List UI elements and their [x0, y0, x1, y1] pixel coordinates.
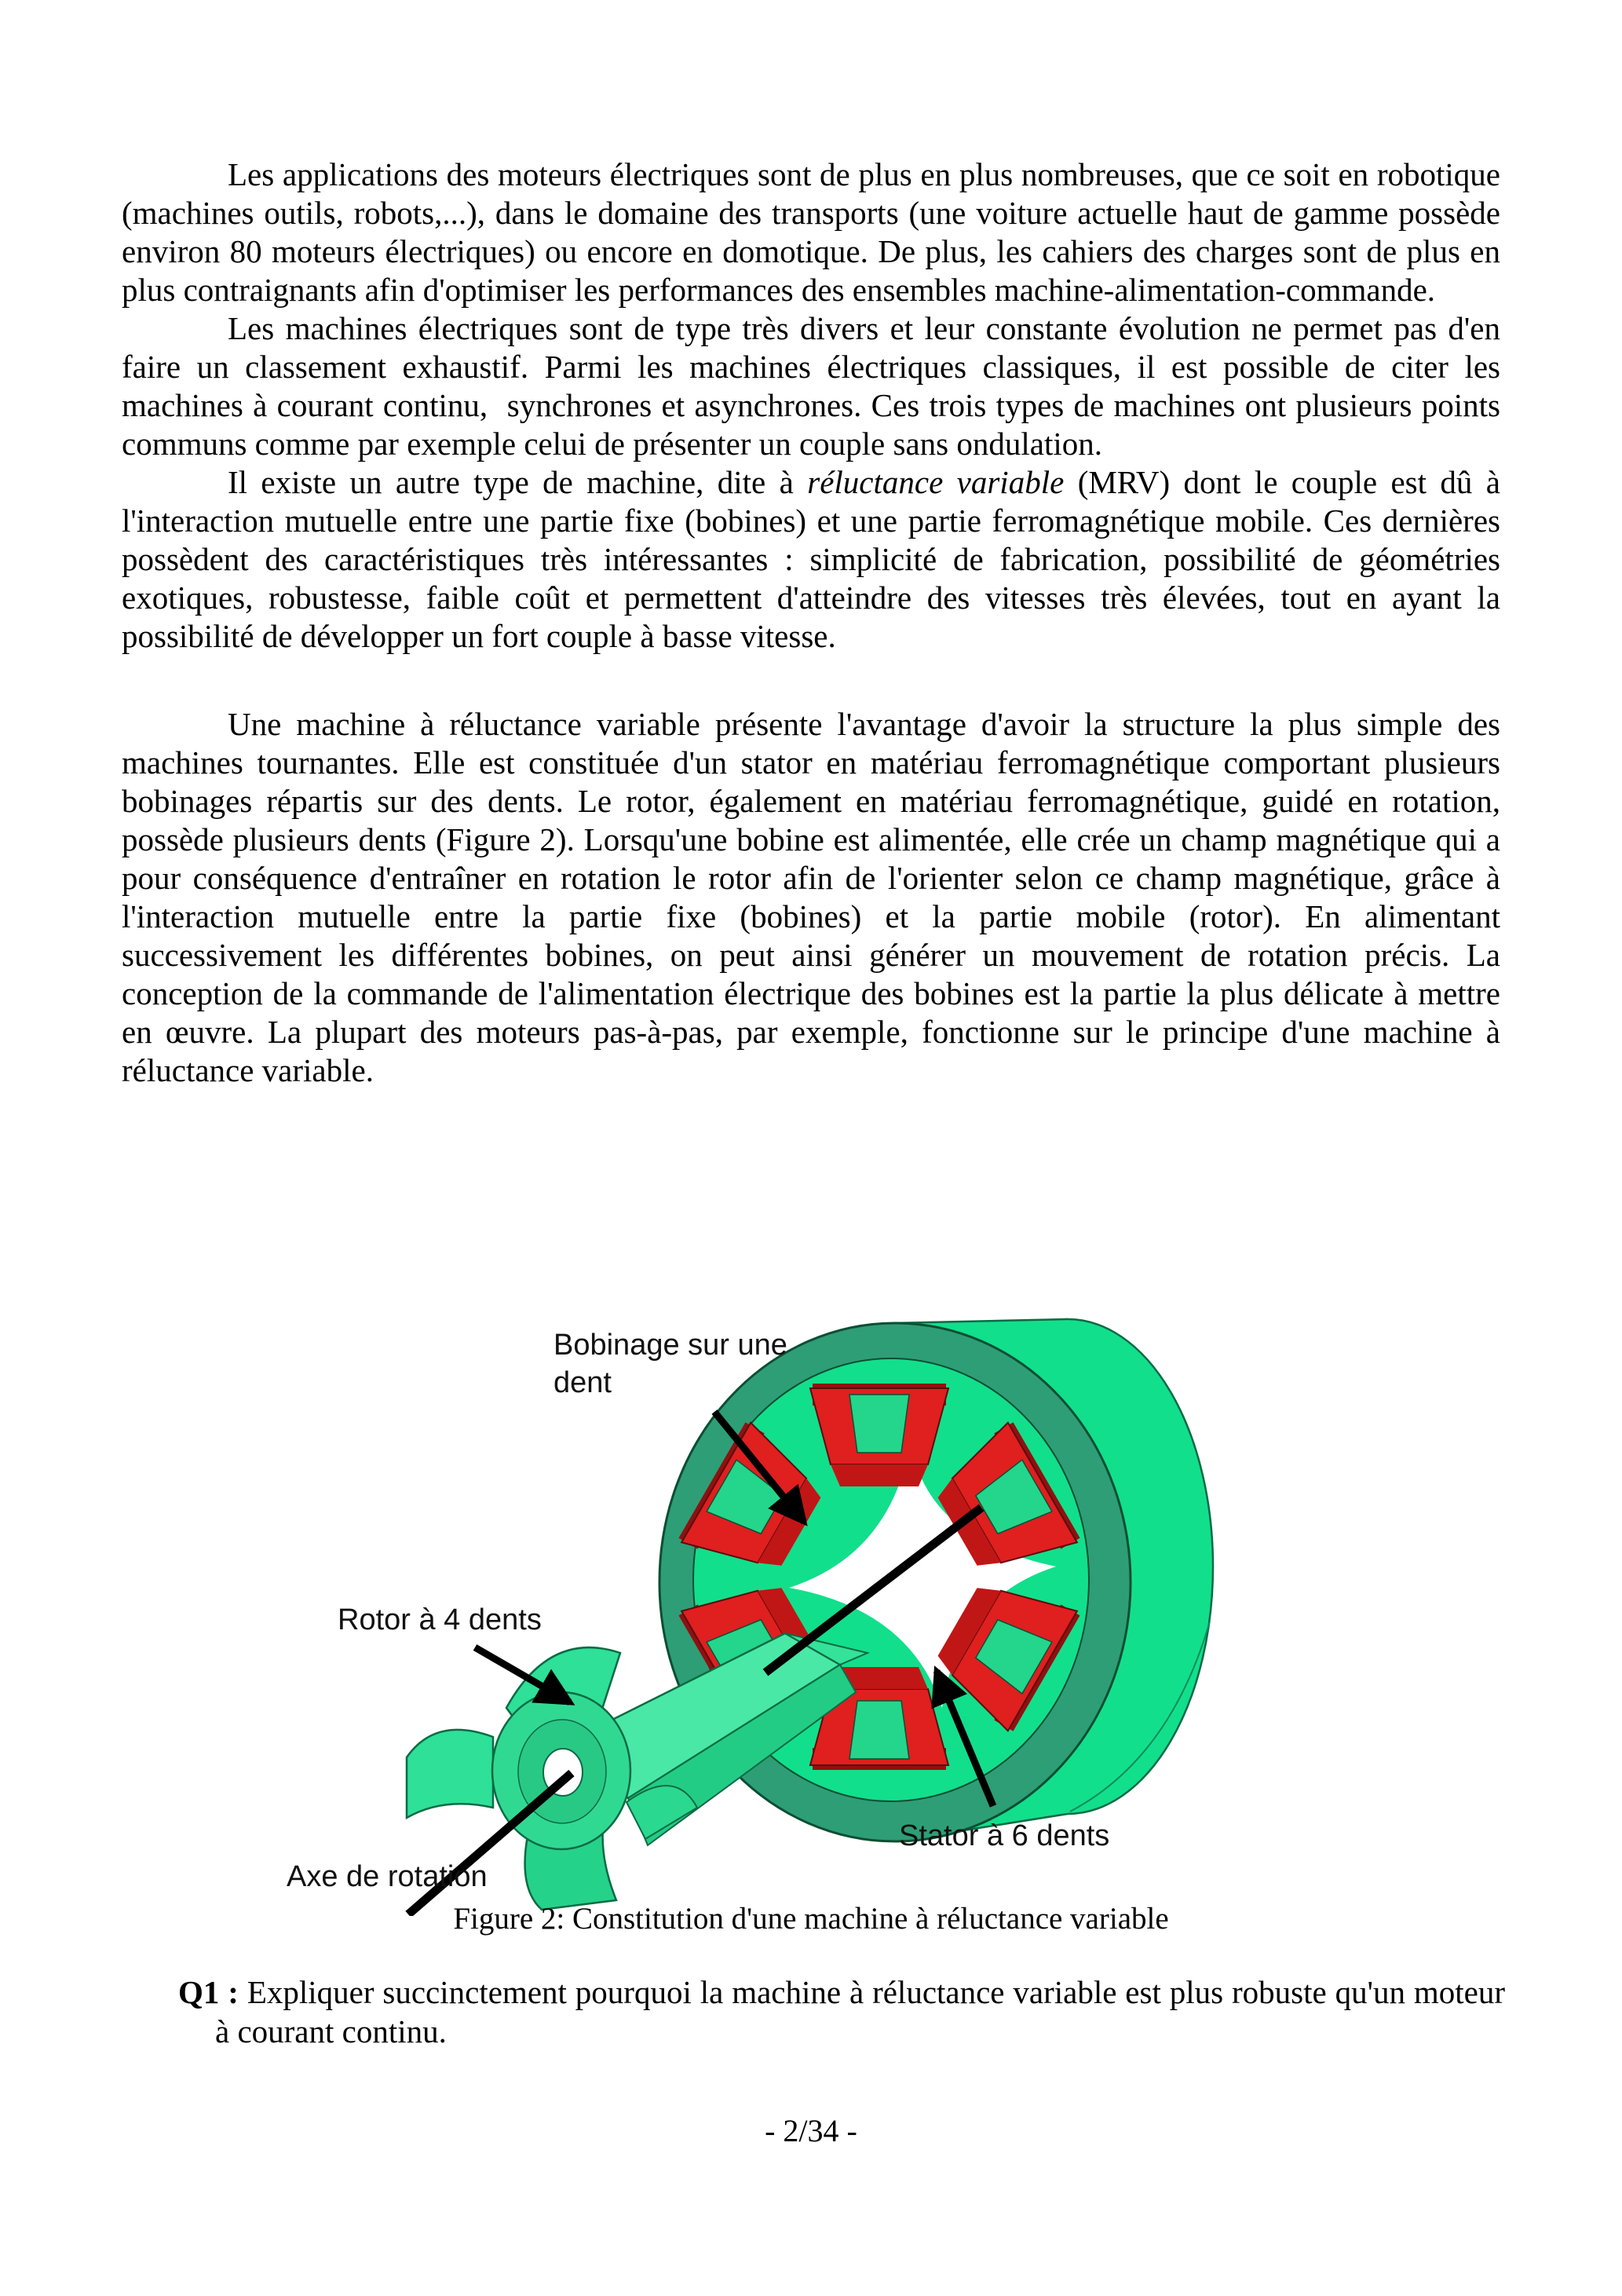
paragraph-text: (MRV) dont le couple est dû à l'interaction mutuelle entre une partie fixe (bobines) et une partie ferromagnétique mobile. Ces dernières possèdent des caractéristiques très intéressantes : simplicité de fabrication, possibilité de géométries exotiques, robustesse, faible coût et permettent d'atteindre des vitesses très élevées, tout en ayant la possibilité de développer un fort couple à basse vitesse.	[122, 464, 1500, 654]
page-number: - 2/34 -	[765, 2113, 857, 2148]
label-bobinage-line2: dent	[553, 1366, 612, 1399]
question-q1	[122, 1972, 1505, 2051]
paragraph-text: Une machine à réluctance variable présente l'avantage d'avoir la structure la plus simple des machines tournantes. Elle est constituée d'un stator en matériau ferromagnétique comportant plusieurs bobinages répartis sur des dents. Le rotor, également en matériau ferromagnétique, guidé en rotation, possède plusieurs dents (Figure 2). Lorsqu'une bobine est alimentée, elle crée un champ magnétique qui a pour conséquence d'entraîner en rotation le rotor afin de l'orienter selon ce champ magnétique, grâce à l'interaction mutuelle entre la partie fixe (bobines) et la partie mobile (rotor). En alimentant successivement les différentes bobines, on peut ainsi générer un mouvement de rotation précis. La conception de la commande de l'alimentation électrique des bobines est la partie la plus délicate à mettre en œuvre. La plupart des moteurs pas-à-pas, par exemple, fonctionne sur le principe d'une machine à réluctance variable.	[122, 706, 1500, 1088]
question-label: Q1 :	[178, 1974, 239, 2010]
italic-reluctance-variable: réluctance variable	[807, 464, 1065, 500]
rotor-tooth	[407, 1730, 493, 1818]
machine-3d-illustration	[283, 1296, 1225, 1916]
label-rotor: Rotor à 4 dents	[338, 1603, 542, 1636]
paragraph-classement	[122, 309, 1500, 463]
label-bobinage-line1: Bobinage sur une	[553, 1329, 787, 1362]
paragraph-mrv	[122, 463, 1500, 656]
label-stator: Stator à 6 dents	[899, 1819, 1110, 1852]
paragraph-text: Il existe un autre type de machine, dite à	[228, 464, 808, 500]
paragraph-text: Les machines électriques sont de type très divers et leur constante évolution ne permet pas d'en faire un classement exhaustif. Parmi les machines électriques classiques, il est possible de citer les machines à courant continu, synchrones et asynchrones. Ces trois types de machines ont plusieurs points communs comme par exemple celui de présenter un couple sans ondulation.	[122, 310, 1500, 462]
figure-caption: Figure 2: Constitution d'une machine à réluctance variable	[453, 1902, 1169, 1936]
body-text	[122, 155, 1500, 1090]
label-axe: Axe de rotation	[287, 1860, 488, 1893]
figure-machine-reluctance	[283, 1296, 1225, 1916]
paragraph-structure	[122, 705, 1500, 1090]
paragraph-text: Les applications des moteurs électriques sont de plus en plus nombreuses, que ce soit en robotique (machines outils, robots,...), dans le domaine des transports (une voiture actuelle haut de gamme possède environ 80 moteurs électriques) ou encore en domotique. De plus, les cahiers des charges sont de plus en plus contraignants afin d'optimiser les performances des ensembles machine-alimentation-commande.	[122, 156, 1500, 308]
paragraph-applications	[122, 155, 1500, 309]
question-text: Expliquer succinctement pourquoi la machine à réluctance variable est plus robuste qu'un moteur à courant continu.	[215, 1974, 1505, 2049]
